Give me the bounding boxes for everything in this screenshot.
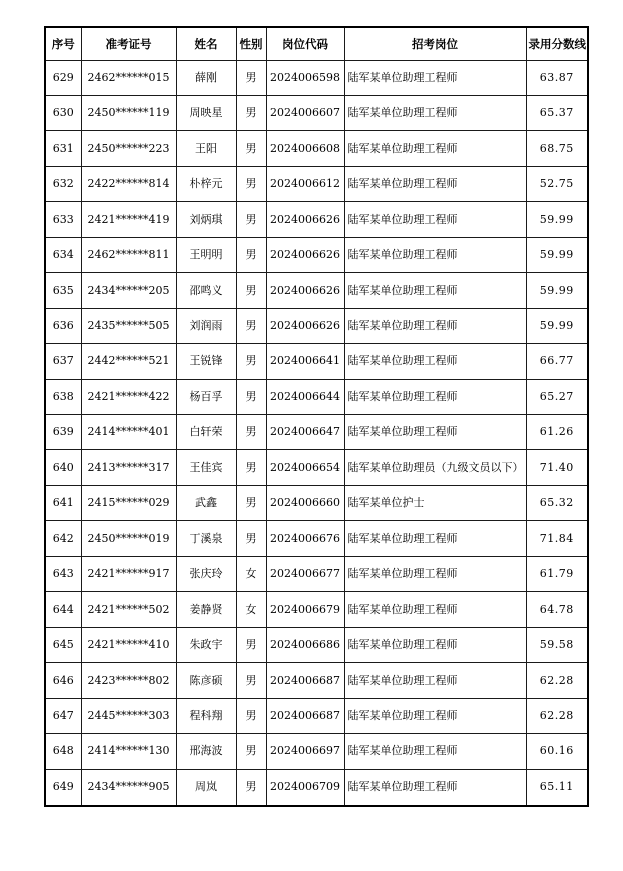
table-cell: 男 xyxy=(236,769,266,806)
table-cell: 2024006626 xyxy=(266,202,344,237)
table-cell: 647 xyxy=(45,698,81,733)
table-cell: 632 xyxy=(45,166,81,201)
table-cell: 65.11 xyxy=(526,769,588,806)
table-body xyxy=(45,60,588,806)
table-cell: 2434******205 xyxy=(81,273,176,308)
table-cell: 2024006686 xyxy=(266,627,344,662)
table-cell: 陆军某单位助理员（九级文员以下） xyxy=(344,450,526,485)
col-header-job-code: 岗位代码 xyxy=(266,27,344,60)
table-cell: 陆军某单位助理工程师 xyxy=(344,202,526,237)
table-cell: 2024006654 xyxy=(266,450,344,485)
table-row xyxy=(45,202,588,237)
table-cell: 男 xyxy=(236,379,266,414)
table-cell: 陆军某单位助理工程师 xyxy=(344,379,526,414)
table-row xyxy=(45,769,588,806)
table-cell: 陆军某单位助理工程师 xyxy=(344,131,526,166)
table-cell: 男 xyxy=(236,521,266,556)
table-cell: 2024006709 xyxy=(266,769,344,806)
table-cell: 645 xyxy=(45,627,81,662)
table-cell: 648 xyxy=(45,734,81,769)
table-cell: 陆军某单位助理工程师 xyxy=(344,769,526,806)
table-cell: 2024006598 xyxy=(266,60,344,95)
table-cell: 男 xyxy=(236,734,266,769)
table-cell: 陆军某单位助理工程师 xyxy=(344,344,526,379)
table-cell: 633 xyxy=(45,202,81,237)
table-cell: 男 xyxy=(236,308,266,343)
table-cell: 男 xyxy=(236,698,266,733)
table-cell: 634 xyxy=(45,237,81,272)
table-cell: 2024006644 xyxy=(266,379,344,414)
table-row xyxy=(45,627,588,662)
table-row xyxy=(45,95,588,130)
table-cell: 59.99 xyxy=(526,273,588,308)
table-row xyxy=(45,521,588,556)
table-cell: 60.16 xyxy=(526,734,588,769)
table-cell: 2024006676 xyxy=(266,521,344,556)
table-cell: 男 xyxy=(236,202,266,237)
table-cell: 男 xyxy=(236,415,266,450)
col-header-name: 姓名 xyxy=(176,27,236,60)
table-row xyxy=(45,237,588,272)
table-row xyxy=(45,308,588,343)
table-cell: 2024006677 xyxy=(266,556,344,591)
table-cell: 陆军某单位助理工程师 xyxy=(344,166,526,201)
table-cell: 2423******802 xyxy=(81,663,176,698)
table-cell: 71.84 xyxy=(526,521,588,556)
table-cell: 2024006626 xyxy=(266,237,344,272)
table-cell: 程科翔 xyxy=(176,698,236,733)
table-cell: 61.26 xyxy=(526,415,588,450)
table-cell: 2024006647 xyxy=(266,415,344,450)
table-cell: 王阳 xyxy=(176,131,236,166)
table-cell: 女 xyxy=(236,592,266,627)
table-cell: 2450******019 xyxy=(81,521,176,556)
table-cell: 2445******303 xyxy=(81,698,176,733)
table-cell: 2462******811 xyxy=(81,237,176,272)
table-cell: 2413******317 xyxy=(81,450,176,485)
table-cell: 陆军某单位助理工程师 xyxy=(344,592,526,627)
table-cell: 2414******130 xyxy=(81,734,176,769)
table-cell: 2024006687 xyxy=(266,698,344,733)
table-cell: 644 xyxy=(45,592,81,627)
table-cell: 王佳宾 xyxy=(176,450,236,485)
table-cell: 64.78 xyxy=(526,592,588,627)
table-cell: 641 xyxy=(45,485,81,520)
table-cell: 630 xyxy=(45,95,81,130)
table-cell: 2024006608 xyxy=(266,131,344,166)
table-row xyxy=(45,663,588,698)
table-cell: 女 xyxy=(236,556,266,591)
table-cell: 2024006687 xyxy=(266,663,344,698)
table-cell: 2024006641 xyxy=(266,344,344,379)
table-cell: 武鑫 xyxy=(176,485,236,520)
table-cell: 643 xyxy=(45,556,81,591)
table-cell: 王明明 xyxy=(176,237,236,272)
table-cell: 63.87 xyxy=(526,60,588,95)
table-cell: 639 xyxy=(45,415,81,450)
table-row xyxy=(45,485,588,520)
col-header-seq: 序号 xyxy=(45,27,81,60)
table-cell: 2422******814 xyxy=(81,166,176,201)
table-cell: 2421******917 xyxy=(81,556,176,591)
table-cell: 640 xyxy=(45,450,81,485)
table-cell: 2024006697 xyxy=(266,734,344,769)
table-cell: 2414******401 xyxy=(81,415,176,450)
table-cell: 男 xyxy=(236,344,266,379)
table-cell: 2421******502 xyxy=(81,592,176,627)
table-cell: 2434******905 xyxy=(81,769,176,806)
table-cell: 刘炳琪 xyxy=(176,202,236,237)
table-cell: 649 xyxy=(45,769,81,806)
table-cell: 59.58 xyxy=(526,627,588,662)
table-cell: 周岚 xyxy=(176,769,236,806)
table-cell: 65.27 xyxy=(526,379,588,414)
table-cell: 635 xyxy=(45,273,81,308)
table-cell: 637 xyxy=(45,344,81,379)
col-header-ticket-no: 准考证号 xyxy=(81,27,176,60)
table-cell: 68.75 xyxy=(526,131,588,166)
table-cell: 2421******422 xyxy=(81,379,176,414)
table-cell: 642 xyxy=(45,521,81,556)
table-cell: 杨百孚 xyxy=(176,379,236,414)
table-cell: 陆军某单位助理工程师 xyxy=(344,663,526,698)
table-cell: 男 xyxy=(236,627,266,662)
table-row xyxy=(45,450,588,485)
table-cell: 65.37 xyxy=(526,95,588,130)
table-cell: 陆军某单位助理工程师 xyxy=(344,521,526,556)
table-cell: 白轩荣 xyxy=(176,415,236,450)
table-cell: 2024006626 xyxy=(266,273,344,308)
table-cell: 61.79 xyxy=(526,556,588,591)
table-cell: 陆军某单位护士 xyxy=(344,485,526,520)
table-row xyxy=(45,344,588,379)
table-cell: 631 xyxy=(45,131,81,166)
score-table xyxy=(44,26,589,807)
col-header-score: 录用分数线 xyxy=(526,27,588,60)
table-cell: 2024006679 xyxy=(266,592,344,627)
table-cell: 陆军某单位助理工程师 xyxy=(344,415,526,450)
table-cell: 陆军某单位助理工程师 xyxy=(344,734,526,769)
table-row xyxy=(45,131,588,166)
table-row xyxy=(45,698,588,733)
table-cell: 男 xyxy=(236,95,266,130)
table-cell: 王锐锋 xyxy=(176,344,236,379)
table-cell: 陆军某单位助理工程师 xyxy=(344,95,526,130)
table-cell: 薛刚 xyxy=(176,60,236,95)
table-cell: 2024006607 xyxy=(266,95,344,130)
table-cell: 邢海波 xyxy=(176,734,236,769)
table-cell: 朴梓元 xyxy=(176,166,236,201)
table-cell: 629 xyxy=(45,60,81,95)
table-header xyxy=(45,27,588,60)
table-cell: 丁溪泉 xyxy=(176,521,236,556)
table-cell: 2421******410 xyxy=(81,627,176,662)
table-row xyxy=(45,415,588,450)
col-header-gender: 性别 xyxy=(236,27,266,60)
header-row xyxy=(45,27,588,60)
table-cell: 2462******015 xyxy=(81,60,176,95)
table-cell: 59.99 xyxy=(526,202,588,237)
table-cell: 陆军某单位助理工程师 xyxy=(344,698,526,733)
table-cell: 2024006612 xyxy=(266,166,344,201)
table-cell: 636 xyxy=(45,308,81,343)
table-cell: 周映星 xyxy=(176,95,236,130)
table-cell: 陆军某单位助理工程师 xyxy=(344,237,526,272)
table-cell: 2450******223 xyxy=(81,131,176,166)
table-cell: 朱政宇 xyxy=(176,627,236,662)
table-cell: 男 xyxy=(236,60,266,95)
table-cell: 陆军某单位助理工程师 xyxy=(344,308,526,343)
table-row xyxy=(45,734,588,769)
table-cell: 638 xyxy=(45,379,81,414)
table-cell: 男 xyxy=(236,450,266,485)
table-cell: 姜静贤 xyxy=(176,592,236,627)
table-cell: 男 xyxy=(236,273,266,308)
table-cell: 2450******119 xyxy=(81,95,176,130)
table-row xyxy=(45,556,588,591)
table-row xyxy=(45,60,588,95)
table-cell: 2415******029 xyxy=(81,485,176,520)
table-cell: 71.40 xyxy=(526,450,588,485)
table-cell: 张庆玲 xyxy=(176,556,236,591)
table-cell: 陆军某单位助理工程师 xyxy=(344,273,526,308)
table-cell: 男 xyxy=(236,485,266,520)
table-cell: 男 xyxy=(236,237,266,272)
table-cell: 2024006660 xyxy=(266,485,344,520)
table-cell: 646 xyxy=(45,663,81,698)
table-cell: 陈彦硕 xyxy=(176,663,236,698)
table-row xyxy=(45,166,588,201)
table-row xyxy=(45,273,588,308)
table-cell: 2024006626 xyxy=(266,308,344,343)
table-cell: 65.32 xyxy=(526,485,588,520)
table-cell: 2442******521 xyxy=(81,344,176,379)
table-row xyxy=(45,379,588,414)
table-cell: 62.28 xyxy=(526,663,588,698)
table-row xyxy=(45,592,588,627)
table-cell: 52.75 xyxy=(526,166,588,201)
table-cell: 陆军某单位助理工程师 xyxy=(344,60,526,95)
table-cell: 男 xyxy=(236,166,266,201)
table-cell: 59.99 xyxy=(526,308,588,343)
table-cell: 陆军某单位助理工程师 xyxy=(344,627,526,662)
table-cell: 2435******505 xyxy=(81,308,176,343)
table-cell: 陆军某单位助理工程师 xyxy=(344,556,526,591)
table-cell: 62.28 xyxy=(526,698,588,733)
table-cell: 邵鸣义 xyxy=(176,273,236,308)
table-cell: 刘润雨 xyxy=(176,308,236,343)
table-cell: 66.77 xyxy=(526,344,588,379)
table-cell: 男 xyxy=(236,663,266,698)
table-cell: 2421******419 xyxy=(81,202,176,237)
col-header-job-title: 招考岗位 xyxy=(344,27,526,60)
table-cell: 59.99 xyxy=(526,237,588,272)
table-cell: 男 xyxy=(236,131,266,166)
